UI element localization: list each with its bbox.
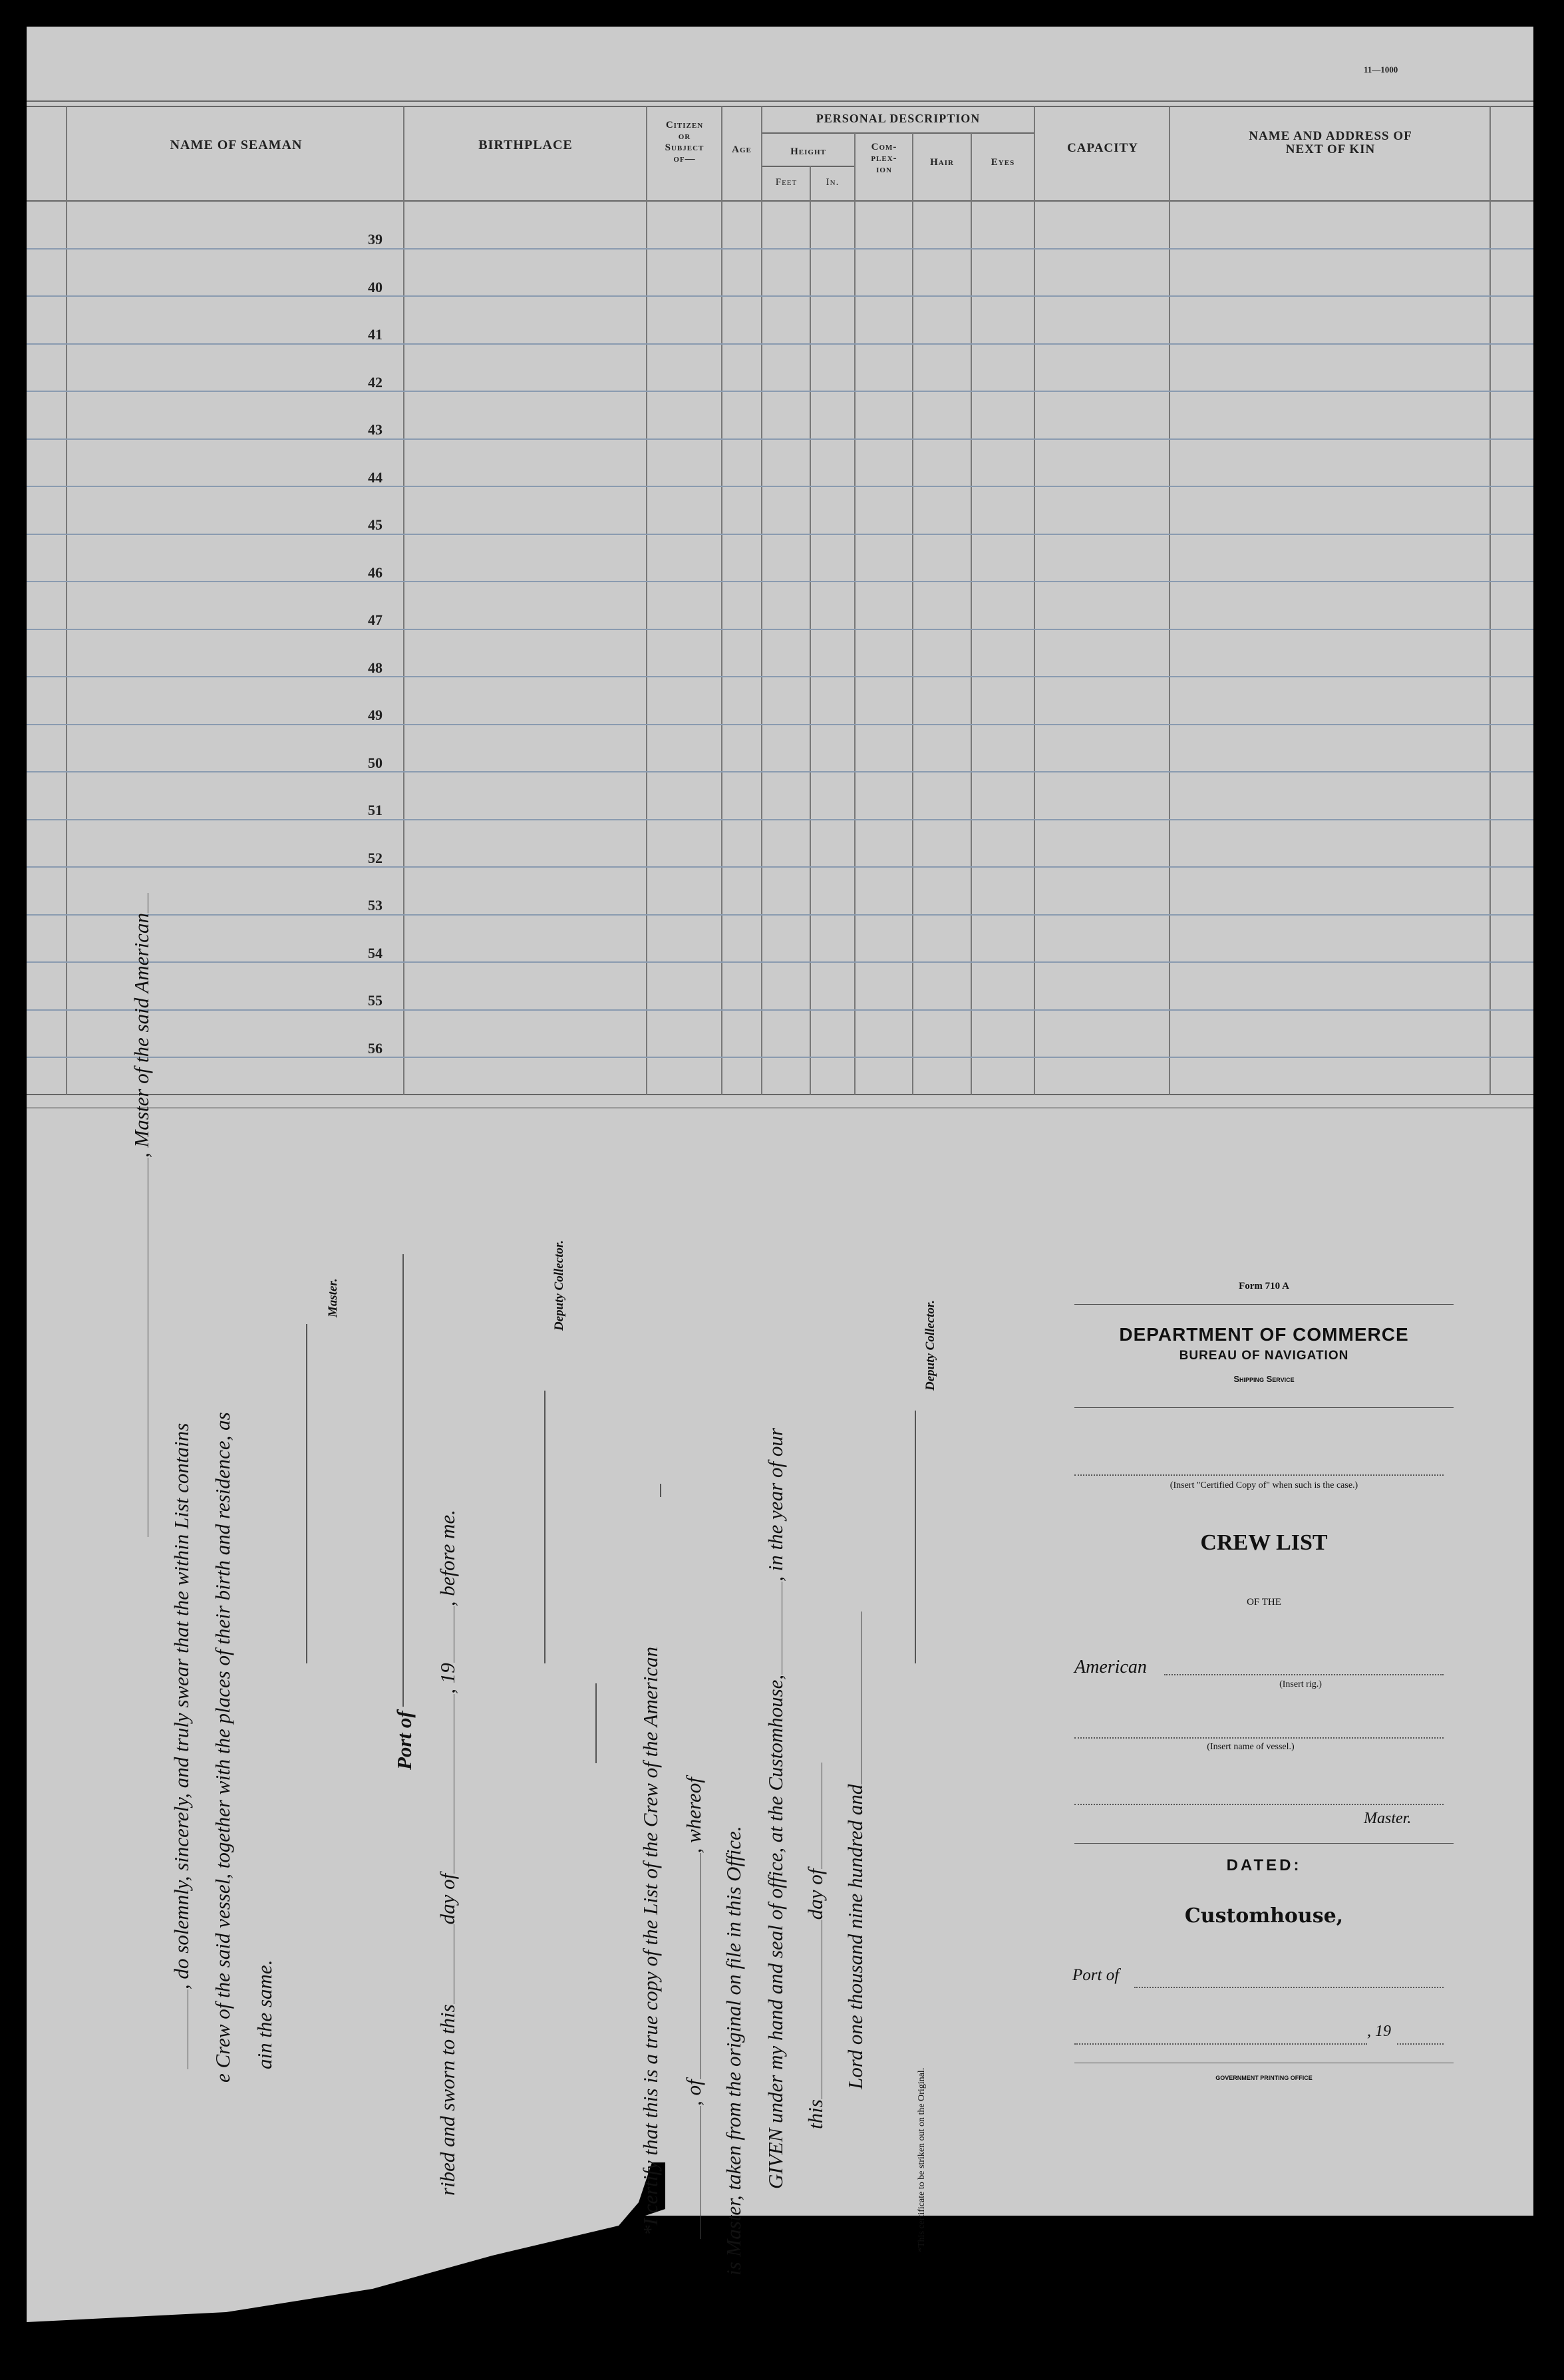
port-of-line [402,1254,404,1707]
row-number: 41 [368,326,383,343]
header-feet: Feet [775,177,798,188]
row-number: 45 [368,516,383,533]
header-capacity: CAPACITY [1067,141,1138,155]
deputy-signature-line [544,1391,546,1663]
customhouse-label: Customhouse, [1184,1904,1344,1928]
certificate-line-3: GIVEN under my hand and seal of office, at the Customhouse,, in the year of our [764,1428,787,2189]
certificate-line-1: *I certify that this is a true copy of the List of the Crew of the American [639,1646,662,2236]
header-hair: Hair [930,157,954,168]
cover-port-of-label: Port of [1072,1966,1120,1984]
certified-copy-blank [1074,1474,1444,1476]
year-blank[interactable] [1397,2043,1444,2045]
certificate-footnote: *This certificate to be striken out on the Original. [917,2067,927,2252]
header-complexion: Com- plex- ion [871,142,897,175]
of-the-label: OF THE [1247,1597,1281,1608]
row-number: 47 [368,611,383,628]
header-personal-description: PERSONAL DESCRIPTION [816,112,981,125]
row-number: 51 [368,802,383,818]
certificate-line-2: is Master, taken from the original on file in this Office. [722,1826,745,2276]
insert-certified-note: (Insert "Certified Copy of" when such is the case.) [1170,1480,1358,1490]
cover-rule-3 [1074,1843,1454,1844]
page-mark: 11—1000 [1364,65,1398,75]
insert-rig-note: (Insert rig.) [1279,1679,1322,1689]
service-title: Shipping Service [1233,1374,1295,1384]
row-number: 42 [368,374,383,391]
oath-line-3: e Crew of the said vessel, together with the places of their birth and residence, as [211,1412,234,2083]
cover-year-label: , 19 [1367,2023,1391,2040]
certificate-line-4: thisday of [804,1763,828,2129]
header-inches: In. [826,177,840,188]
crew-list-title: CREW LIST [1200,1530,1328,1555]
oath-deputy-collector: Deputy Collector. [552,1240,566,1331]
oath-subscribed-line: ribed and sworn to thisday of, 19, before me. [436,1510,459,2196]
cover-rule-2 [1074,1407,1454,1408]
crew-table-grid [0,0,1564,1131]
row-number: 54 [368,945,383,961]
header-age: Age [732,144,752,155]
dated-label: DATED: [1226,1856,1302,1874]
header-citizen: Citizen or Subject of— [665,120,704,164]
master-signature-line [306,1324,307,1663]
oath-line-4: ain the same. [253,1959,276,2069]
row-number: 56 [368,1040,383,1057]
printer-imprint: GOVERNMENT PRINTING OFFICE [1215,2075,1313,2081]
certificate-of-whereof: , of, whereof [682,1777,706,2239]
row-number: 50 [368,755,383,771]
port-blank[interactable] [1134,1986,1444,1988]
certificate-line-5: Lord one thousand nine hundred and [844,1612,867,2089]
certificate-deputy-line [915,1411,916,1663]
header-name-of-seaman: NAME OF SEAMAN [170,138,303,152]
vessel-name-blank[interactable] [1074,1737,1444,1739]
torn-edge [27,2162,665,2362]
separator-line [595,1683,597,1763]
date-blank[interactable] [1074,2043,1367,2045]
header-birthplace: BIRTHPLACE [478,138,573,152]
insert-vessel-note: (Insert name of vessel.) [1207,1742,1295,1752]
row-number: 53 [368,897,383,914]
header-eyes: Eyes [991,157,1015,168]
certificate-line-1-blank [660,1484,661,1497]
header-height: Height [790,146,826,157]
form-number: Form 710 A [1239,1281,1289,1291]
row-number: 52 [368,850,383,866]
header-next-of-kin: NAME AND ADDRESS OF NEXT OF KIN [1249,129,1412,156]
master-name-blank[interactable] [1074,1803,1444,1805]
oath-line-2: , do solemnly, sincerely, and truly swear that the within List contains [170,1423,194,2069]
row-number: 48 [368,659,383,676]
american-label: American [1074,1657,1147,1677]
row-number: 46 [368,564,383,581]
row-number: 49 [368,707,383,723]
oath-line-1: , Master of the said American [130,893,154,1537]
row-number: 39 [368,231,383,248]
row-number: 40 [368,279,383,295]
certificate-deputy-collector: Deputy Collector. [923,1299,937,1391]
oath-port-of: Port of [392,1711,416,1770]
row-number: 44 [368,469,383,486]
cover-rule-top [1074,1304,1454,1305]
rig-blank[interactable] [1164,1673,1444,1675]
row-number: 55 [368,992,383,1009]
department-title: DEPARTMENT OF COMMERCE [1119,1324,1409,1345]
bureau-title: BUREAU OF NAVIGATION [1179,1349,1349,1363]
row-number: 43 [368,421,383,438]
cover-master-label: Master. [1364,1810,1412,1827]
oath-master-label: Master. [326,1278,340,1317]
